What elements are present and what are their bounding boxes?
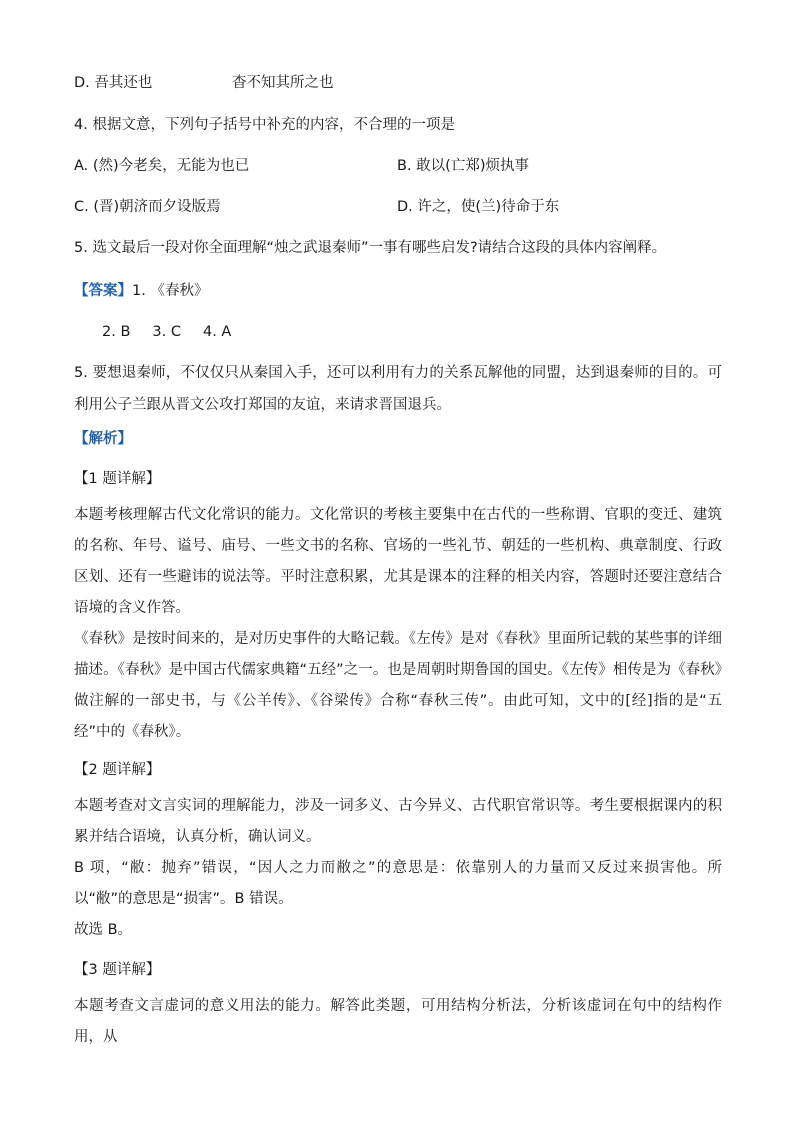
q5-stem: 5. 选文最后一段对你全面理解“烛之武退秦师”一事有哪些启发?请结合这段的具体内容阐释。	[74, 240, 667, 256]
detail-2-paragraph-3: 故选 B。	[74, 922, 133, 938]
answer-line-1	[74, 281, 208, 301]
detail-1-heading: 【1 题详解】	[74, 471, 161, 487]
q3-option-d-compare: 杳不知其所之也	[232, 75, 334, 91]
q4-stem: 4. 根据文意，下列句子括号中补充的内容，不合理的一项是	[74, 117, 455, 133]
answer-line-2	[102, 322, 231, 342]
detail-2-paragraph-2: B 项，“敝：抛弃”错误，“因人之力而敝之”的意思是：依靠别人的力量而又反过来损害他。所以“敝”的意思是“损害”。B 错误。	[74, 860, 722, 907]
answer-3: 3. C	[152, 324, 181, 340]
detail-2-paragraph-1: 本题考查对文言实词的理解能力，涉及一词多义、古今异义、古代职官常识等。考生要根据课内的积累并结合语境，认真分析，确认词义。	[74, 798, 722, 845]
q3-option-d-label: D. 吾其还也	[74, 75, 153, 91]
detail-2-heading: 【2 题详解】	[74, 762, 161, 778]
detail-3-heading: 【3 题详解】	[74, 962, 161, 978]
q4-option-b: B. 敢以(亡郑)烦执事	[397, 158, 529, 174]
detail-1-paragraph-1: 本题考核理解古代文化常识的能力。文化常识的考核主要集中在古代的一些称谓、官职的变迁、建筑的名称、年号、谥号、庙号、一些文书的名称、官场的一些礼节、朝廷的一些机构、典章制度、行政区划、还有一些避讳的说法等。平时注意积累，尤其是课本的注释的相关内容，答题时还要注意结合语境的含义作答。	[74, 507, 722, 616]
answer-tag: 【答案】	[74, 283, 132, 299]
analysis-tag: 【解析】	[74, 431, 132, 447]
q4-option-c: C. (晋)朝济而夕设版焉	[74, 199, 221, 215]
q3-option-d	[74, 73, 152, 93]
q4-option-a: A. (然)今老矣，无能为也已	[74, 158, 250, 174]
answer-4: 4. A	[202, 324, 232, 340]
detail-1-paragraph-2: 《春秋》是按时间来的，是对历史事件的大略记载。《左传》是对《春秋》里面所记载的某些事的详细描述。《春秋》是中国古代儒家典籍“五经”之一。也是周朝时期鲁国的国史。《左传》相传是为《春秋》做注解的一部史书，与《公羊传》、《谷梁传》合称“春秋三传”。由此可知，文中的[经]指的是“五经”中的《春秋》。	[74, 631, 722, 740]
detail-3-paragraph-1: 本题考查文言虚词的意义用法的能力。解答此类题，可用结构分析法，分析该虚词在句中的结构作用，从	[74, 998, 722, 1045]
answer-1: 1. 《春秋》	[132, 283, 209, 299]
answer-5: 5. 要想退秦师，不仅仅只从秦国入手，还可以利用有力的关系瓦解他的同盟，达到退秦师的目的。可利用公子兰跟从晋文公攻打郑国的友谊，来请求晋国退兵。	[74, 365, 722, 413]
answer-2: 2. B	[102, 324, 131, 340]
q4-option-d: D. 许之，使(兰)待命于东	[397, 199, 560, 215]
